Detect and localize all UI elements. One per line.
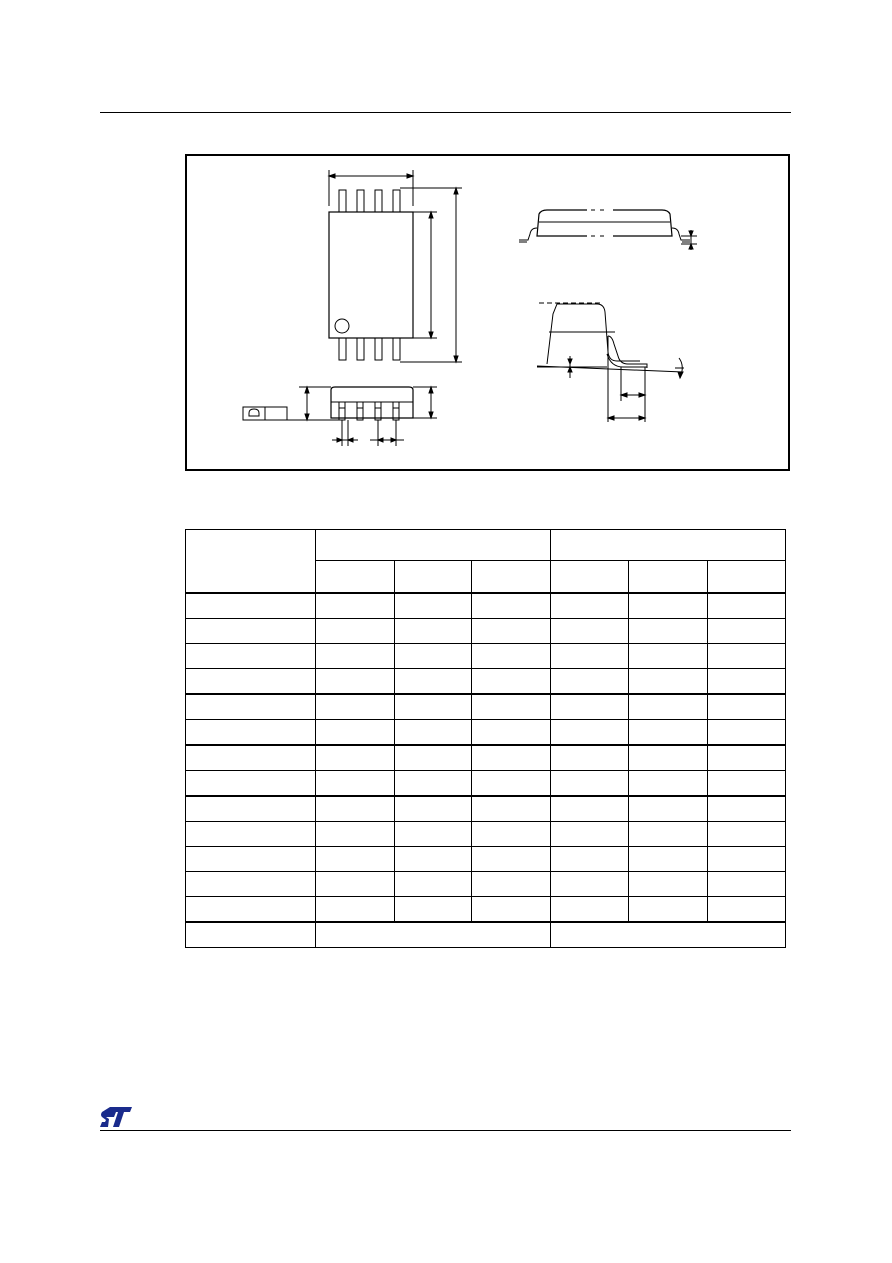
merged-cell-inch <box>551 922 786 948</box>
table-cell <box>551 872 629 897</box>
table-cell <box>316 897 395 923</box>
subheader-cell <box>708 561 786 594</box>
table-cell <box>186 847 316 872</box>
table-cell <box>395 669 472 695</box>
table-cell <box>472 796 551 822</box>
table-cell <box>472 644 551 669</box>
table-cell <box>629 847 708 872</box>
table-cell <box>186 745 316 771</box>
table-cell <box>708 897 786 923</box>
table-cell <box>629 619 708 644</box>
table-cell <box>629 669 708 695</box>
table-cell <box>316 619 395 644</box>
table-cell <box>316 822 395 847</box>
table-cell <box>629 872 708 897</box>
subheader-cell <box>472 561 551 594</box>
table-cell <box>551 796 629 822</box>
table-cell <box>551 644 629 669</box>
subheader-cell <box>551 561 629 594</box>
table-cell <box>551 619 629 644</box>
table-cell <box>551 669 629 695</box>
table-cell <box>629 593 708 619</box>
table-cell <box>708 847 786 872</box>
table-cell <box>186 720 316 746</box>
table-cell <box>395 720 472 746</box>
table-cell <box>186 694 316 720</box>
table-cell <box>472 847 551 872</box>
table-cell <box>316 669 395 695</box>
table-cell <box>395 694 472 720</box>
top-view <box>329 170 462 362</box>
table-cell <box>395 644 472 669</box>
package-outline-drawing <box>185 154 790 471</box>
table-cell <box>472 593 551 619</box>
table-cell <box>395 822 472 847</box>
header-rule <box>100 112 791 113</box>
table-cell <box>629 771 708 797</box>
table-cell <box>708 644 786 669</box>
table-cell <box>472 745 551 771</box>
footer-rule <box>100 1130 791 1131</box>
table-cell <box>629 720 708 746</box>
table-cell <box>708 822 786 847</box>
table-cell <box>708 694 786 720</box>
table-cell <box>472 694 551 720</box>
table-cell <box>708 619 786 644</box>
subheader-cell <box>629 561 708 594</box>
table-cell <box>316 745 395 771</box>
table-cell <box>472 771 551 797</box>
subheader-cell <box>395 561 472 594</box>
table-cell <box>316 694 395 720</box>
table-cell <box>316 872 395 897</box>
table-cell <box>629 796 708 822</box>
table-cell <box>708 771 786 797</box>
table-cell <box>186 822 316 847</box>
table-cell <box>186 593 316 619</box>
table-cell <box>395 872 472 897</box>
table-cell <box>708 745 786 771</box>
table-cell <box>629 644 708 669</box>
st-logo <box>100 1105 134 1129</box>
table-cell <box>395 796 472 822</box>
table-cell <box>472 619 551 644</box>
group-header-mm <box>316 530 551 561</box>
table-cell <box>629 694 708 720</box>
lead-detail <box>537 303 684 422</box>
table-cell <box>316 593 395 619</box>
table-cell <box>472 669 551 695</box>
table-cell <box>316 796 395 822</box>
table-cell <box>551 694 629 720</box>
table-cell <box>551 897 629 923</box>
table-cell <box>316 644 395 669</box>
side-view <box>519 210 697 250</box>
table-cell <box>316 847 395 872</box>
table-cell <box>395 619 472 644</box>
table-cell <box>186 619 316 644</box>
dimension-table <box>185 529 786 948</box>
table-cell <box>316 771 395 797</box>
table-cell <box>629 822 708 847</box>
table-cell <box>551 847 629 872</box>
table-cell <box>186 897 316 923</box>
table-cell <box>395 771 472 797</box>
table-cell <box>708 872 786 897</box>
table-cell <box>395 593 472 619</box>
table-cell <box>395 897 472 923</box>
table-cell <box>186 796 316 822</box>
dim-header-cell <box>186 530 316 594</box>
table-cell <box>708 593 786 619</box>
table-cell <box>186 644 316 669</box>
end-view <box>243 387 437 446</box>
table-cell <box>316 720 395 746</box>
table-cell <box>551 745 629 771</box>
table-cell <box>551 822 629 847</box>
table-cell <box>472 822 551 847</box>
group-header-inch <box>551 530 786 561</box>
table-cell <box>551 771 629 797</box>
table-cell <box>186 922 316 948</box>
table-cell <box>551 593 629 619</box>
table-cell <box>395 745 472 771</box>
table-cell <box>708 669 786 695</box>
table-cell <box>186 669 316 695</box>
table-cell <box>551 720 629 746</box>
table-cell <box>708 796 786 822</box>
table-cell <box>472 720 551 746</box>
table-cell <box>472 872 551 897</box>
table-cell <box>708 720 786 746</box>
table-cell <box>472 897 551 923</box>
table-cell <box>629 897 708 923</box>
table-cell <box>186 771 316 797</box>
package-outline-svg <box>187 156 792 473</box>
merged-cell-mm <box>316 922 551 948</box>
table-cell <box>629 745 708 771</box>
subheader-cell <box>316 561 395 594</box>
table-cell <box>395 847 472 872</box>
table-cell <box>186 872 316 897</box>
